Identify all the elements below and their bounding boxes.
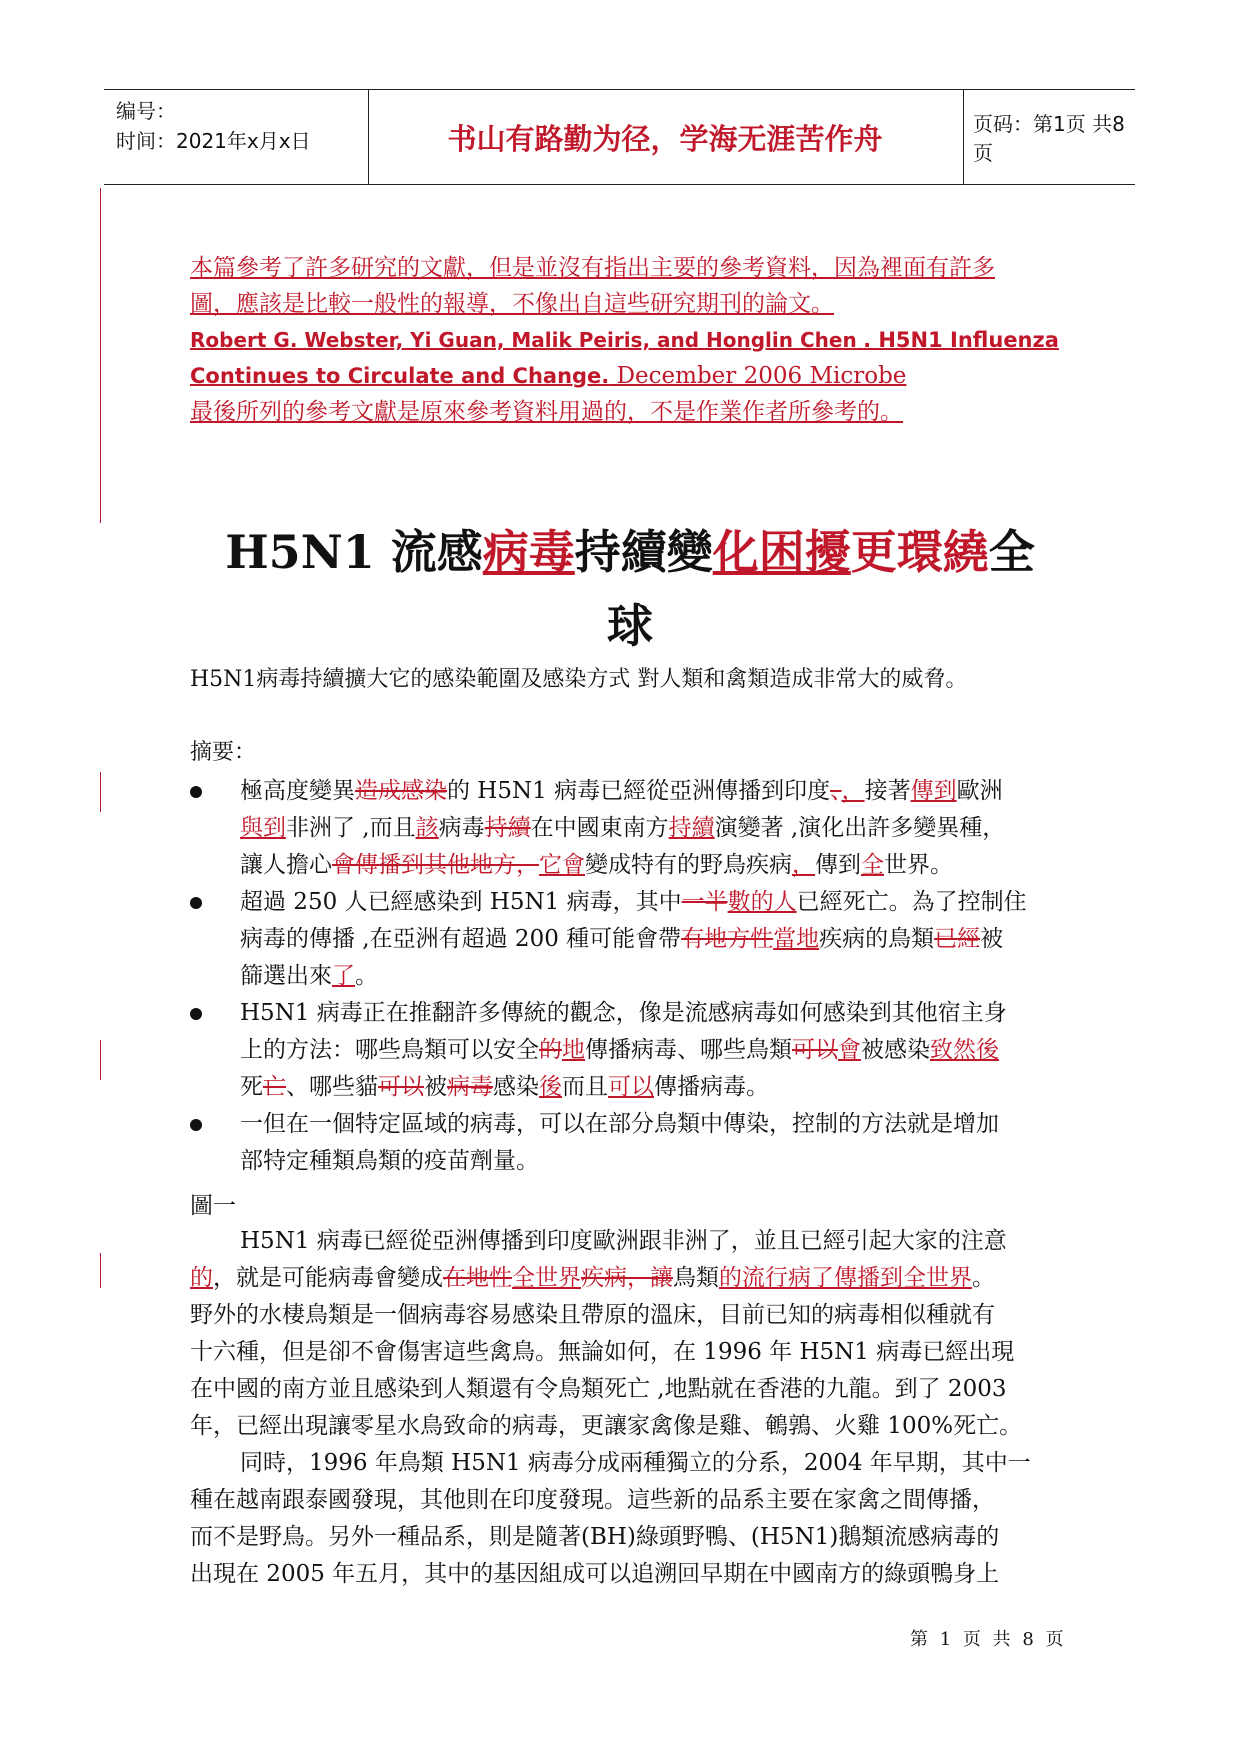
title-insertion: 病毒 [482,525,575,579]
bullet-icon [190,1119,202,1131]
reference-title: Continues to Circulate and Change. [190,364,610,388]
title-line: 球 [607,599,653,653]
serial-label: 编号： [116,99,176,123]
title-text: 持續變 [574,525,713,579]
title-insertion: 化困擾 [712,525,851,579]
body-line: 的，就是可能病毒會變成在地性全世界疾病，讓鳥類的流行病了傳播到全世界。 [190,1265,995,1291]
header-meta [116,96,360,156]
title-line [190,515,1070,589]
title-insertion: 更環繞 [850,525,989,579]
revision-bar [100,1253,101,1288]
reviewer-note [190,250,1060,430]
note-line: 最後所列的參考文獻是原來參考資料用過的，不是作業作者所參考的。 [190,399,903,425]
abstract-list [190,773,1070,1180]
body-line: 而不是野鳥。另外一種品系，則是隨著(BH)綠頭野鴨、(H5N1)鵝類流感病毒的 [190,1524,1000,1550]
body-line: 年，已經出現讓零星水鳥致命的病毒，更讓家禽像是雞、鵪鶉、火雞 100%死亡。 [190,1413,1023,1439]
bullet-icon [190,1008,202,1020]
reference-title: . H5N1 Influenza [863,328,1059,352]
page-header [104,89,1135,185]
revision-bar [100,188,101,523]
list-item: 極高度變異造成感染的 H5N1 病毒已經從亞洲傳播到印度、，接著傳到歐洲 與到非洲了 ,而且該病毒持續在中國東南方持續演變著 ,演化出許多變異種， 讓人擔心會傳播到其他地方，它會變成特有的野鳥疾病，傳到全世界。 [190,773,1070,884]
note-line: 本篇參考了許多研究的文獻，但是並沒有指出主要的參考資料，因為裡面有許多 [190,255,995,281]
header-divider [963,90,964,184]
reference-source: December 2006 Microbe [609,363,907,389]
body-line: 出現在 2005 年五月，其中的基因組成可以追溯回早期在中國南方的綠頭鴨身上 [190,1561,1000,1587]
body-text [190,1223,1070,1593]
list-item: 一但在一個特定區域的病毒，可以在部分鳥類中傳染，控制的方法就是增加 部特定種類鳥類的疫苗劑量。 [190,1106,1070,1180]
abstract-heading: 摘要： [190,740,257,765]
subtitle: H5N1病毒持續擴大它的感染範圍及感染方式 對人類和禽類造成非常大的威脅。 [190,667,968,692]
reference-line [190,358,1060,394]
body-line: 十六種，但是卻不會傷害這些禽鳥。無論如何，在 1996 年 H5N1 病毒已經出現 [190,1339,1015,1365]
title-text: H5N1 流感 [225,525,483,579]
list-item: H5N1 病毒正在推翻許多傳統的觀念，像是流感病毒如何感染到其他宿主身 上的方法：哪些鳥類可以安全的地傳播病毒、哪些鳥類可以會被感染致然後 死亡、哪些貓可以被病毒感染後而且可以傳播病毒。 [190,995,1070,1106]
time-label: 时间：2021年x月x日 [116,129,311,153]
body-line: 在中國的南方並且感染到人類還有令鳥類死亡 ,地點就在香港的九龍。到了 2003 [190,1376,1007,1402]
page-count-label: 页码：第1页 共8页 [973,112,1125,165]
body-line: 野外的水棲鳥類是一個病毒容易感染且帶原的溫床，目前已知的病毒相似種就有 [190,1302,995,1328]
header-motto: 书山有路勤为径，学海无涯苦作舟 [447,121,883,156]
revision-bar [100,1040,101,1080]
body-line: H5N1 病毒已經從亞洲傳播到印度歐洲跟非洲了，並且已經引起大家的注意 [240,1228,1007,1254]
figure-label: 圖一 [190,1193,236,1219]
page-footer: 第 1 页 共 8 页 [910,1629,1067,1650]
bullet-icon [190,786,202,798]
body-line: 種在越南跟泰國發現，其他則在印度發現。這些新的品系主要在家禽之間傳播， [190,1487,995,1513]
note-line: 圖，應該是比較一般性的報導，不像出自這些研究期刊的論文。 [190,291,834,317]
list-item: 超過 250 人已經感染到 H5N1 病毒，其中一半數的人已經死亡。為了控制住 病毒的傳播 ,在亞洲有超過 200 種可能會帶有地方性當地疾病的鳥類已經被 篩選出來了。 [190,884,1070,995]
header-divider [368,90,369,184]
body-line: 同時，1996 年鳥類 H5N1 病毒分成兩種獨立的分系，2004 年早期，其中一 [240,1450,1031,1476]
reference-authors: Robert G. Webster, Yi Guan, Malik Peiris, and Honglin Chen [190,328,857,352]
document-title [190,515,1070,663]
revision-bar [100,772,101,812]
bullet-icon [190,897,202,909]
reference-line [190,322,1060,358]
title-text: 全 [988,525,1035,579]
